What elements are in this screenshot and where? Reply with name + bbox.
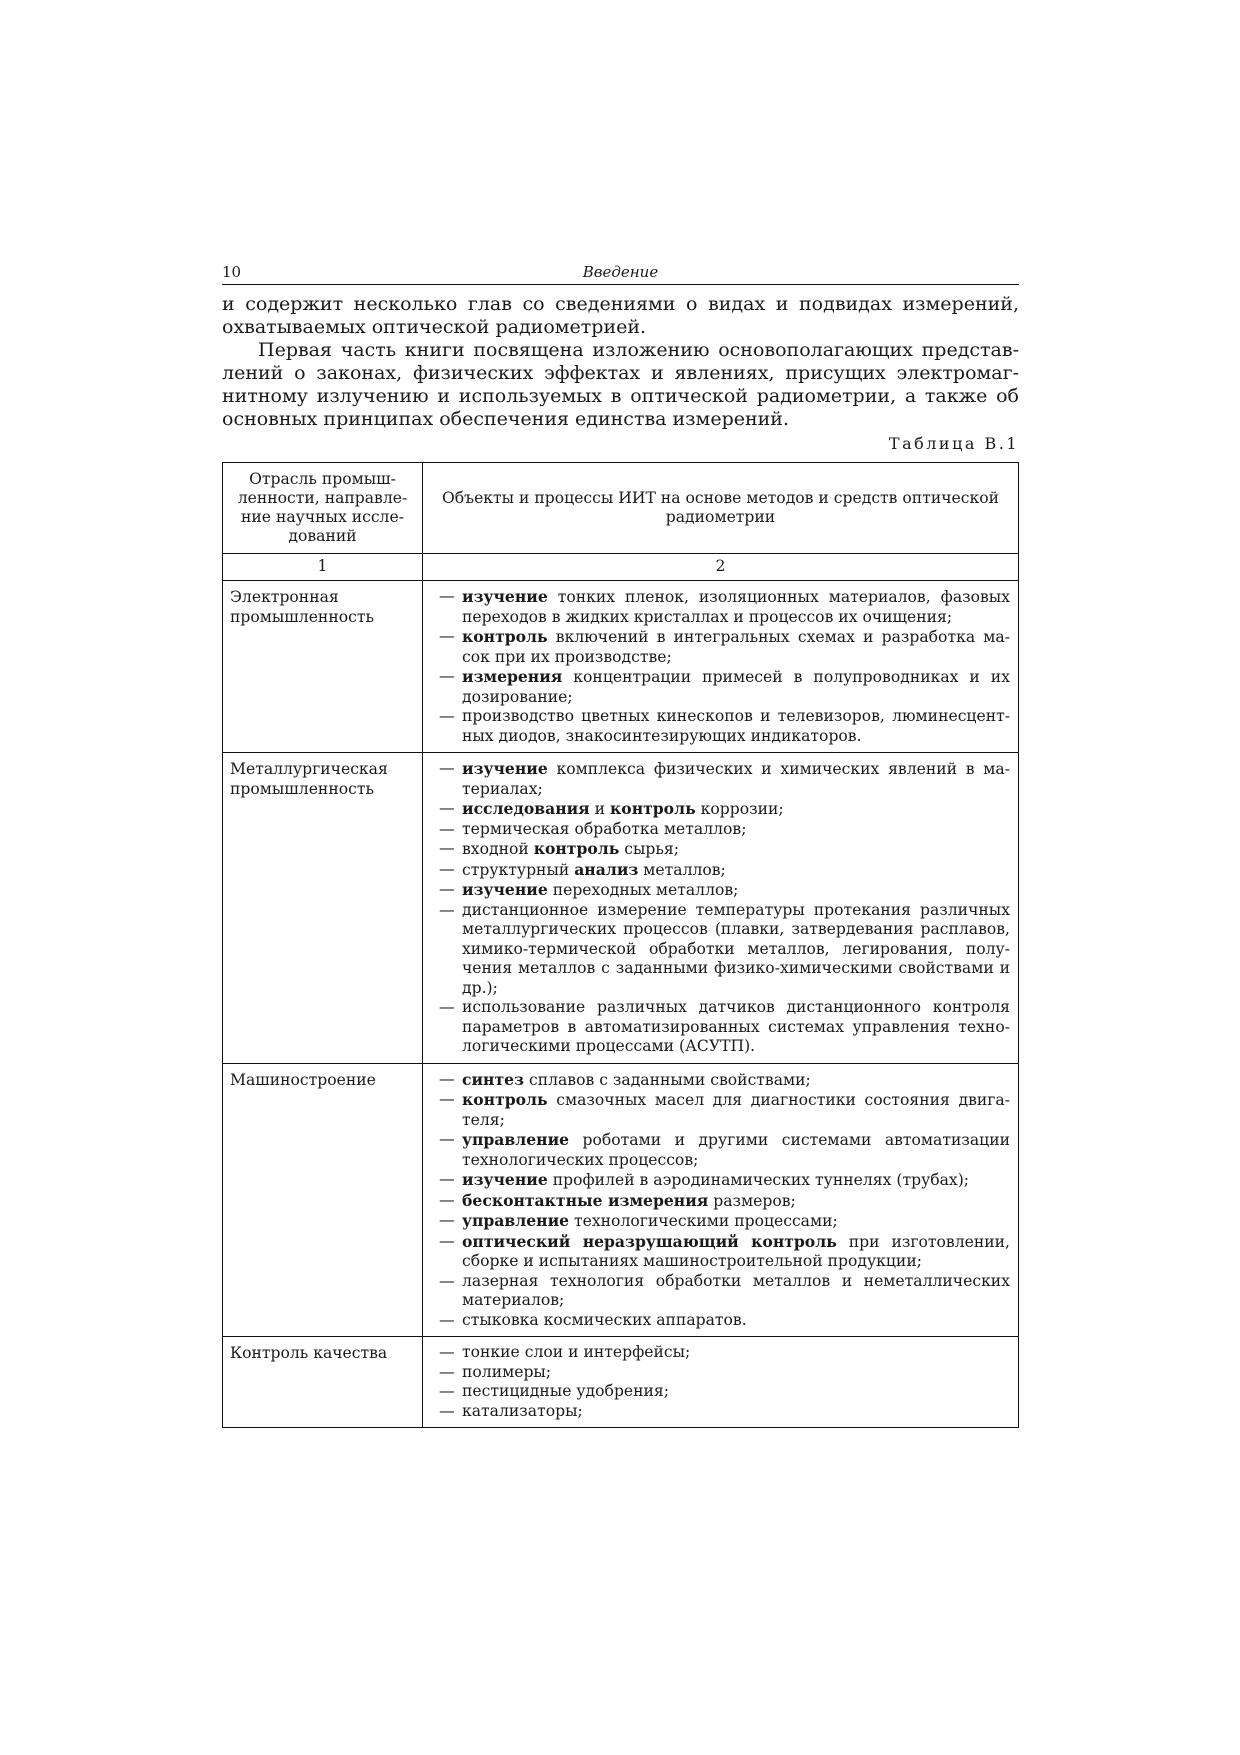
item-text: тонкие слои и интерфейсы; — [462, 1343, 691, 1361]
list-item — [439, 1343, 1010, 1363]
item-text: переходных металлов; — [547, 881, 739, 899]
data-table — [222, 462, 1019, 1428]
row-items-cell — [423, 581, 1019, 753]
item-text: полимеры; — [462, 1362, 552, 1381]
keyword: измерения — [462, 667, 563, 686]
item-text: включений в интегральных схемах и разработка масок при их производстве; — [462, 628, 1010, 666]
running-head — [222, 262, 1019, 285]
row-label: Машиностроение — [223, 1063, 423, 1337]
keyword: управление — [462, 1211, 570, 1230]
list-item — [439, 1211, 1010, 1232]
row-items-cell — [423, 1063, 1019, 1337]
item-text: термическая обработка металлов; — [462, 819, 747, 838]
column-number-row — [223, 554, 1019, 581]
keyword: изучение — [462, 759, 548, 778]
keyword: изучение — [462, 880, 548, 899]
list-item — [439, 998, 1010, 1057]
item-list — [439, 1070, 1010, 1331]
item-list — [439, 759, 1010, 1057]
item-text: сырья; — [619, 840, 679, 858]
item-text: входной — [462, 840, 534, 858]
item-text: стыковка космических аппаратов. — [462, 1310, 747, 1329]
item-text: катализаторы; — [462, 1401, 583, 1420]
keyword: анализ — [574, 859, 639, 879]
item-text: структурный — [462, 860, 575, 879]
list-item — [439, 1070, 1010, 1091]
row-label: Электронная промышленность — [223, 581, 423, 753]
list-item — [439, 1232, 1010, 1272]
row-items-cell — [423, 753, 1019, 1064]
item-text: концентрации примесей в полупроводниках и их дозирование; — [462, 668, 1010, 706]
list-item — [439, 1311, 1010, 1331]
list-item — [439, 880, 1010, 901]
list-item — [439, 799, 1010, 820]
list-item — [439, 1272, 1010, 1311]
item-text: технологическими процессами; — [569, 1212, 838, 1230]
column-header-objects: Объекты и процессы ИИТ на основе методов и средств оптической радиометрии — [423, 463, 1019, 554]
item-text: сплавов с заданными свойствами; — [524, 1070, 811, 1089]
table-row — [223, 1063, 1019, 1337]
keyword: контроль — [533, 839, 620, 858]
keyword: изучение — [462, 1170, 548, 1189]
keyword: изучение — [462, 587, 548, 606]
keyword: контроль — [462, 627, 548, 646]
item-text: пестицидные удобрения; — [462, 1382, 670, 1400]
item-list — [439, 1343, 1010, 1421]
page — [222, 262, 1019, 1428]
item-text: размеров; — [708, 1191, 796, 1210]
item-text: дистанционное измерение температуры протекания различных металлургических процессов (плавки, затвердевания расплавов, химико-термической обработки металлов, легирования, получения металлов с заданными физико-химическими свойствами и др.); — [462, 900, 1010, 997]
chapter-title: Введение — [582, 263, 659, 281]
list-item — [439, 707, 1010, 746]
row-label: Металлургическая промышленность — [223, 753, 423, 1064]
keyword: управление — [462, 1130, 570, 1149]
paragraph: Первая часть книги посвящена изложению основополагающих представлений о законах, физических эффектах и явлениях, присущих электромагнитному излучению и используемых в оптической радиометрии, а также об основных принципах обеспечения единства измерений. — [222, 339, 1019, 430]
keyword: контроль — [462, 1090, 548, 1109]
table-caption: Таблица В.1 — [888, 434, 1019, 453]
list-item — [439, 839, 1010, 860]
item-text: при изготовлении, сборке и испытаниях машиностроительной продукции; — [462, 1232, 1010, 1270]
item-text: профилей в аэродинамических туннелях (трубах); — [547, 1171, 970, 1189]
table-row — [223, 1337, 1019, 1428]
list-item — [439, 587, 1010, 627]
item-text: и — [589, 800, 611, 818]
list-item — [439, 1363, 1010, 1383]
item-text: использование различных датчиков дистанционного контроля параметров в автоматизированных системах управления технологическими процессами (АСУТП). — [462, 998, 1010, 1055]
keyword: бесконтактные измерения — [462, 1190, 709, 1210]
item-text: металлов; — [638, 860, 726, 879]
row-items-cell — [423, 1337, 1019, 1428]
list-item — [439, 1191, 1010, 1212]
row-label: Контроль качества — [223, 1337, 423, 1428]
item-text: комплекса физических и химических явлений в материалах; — [462, 760, 1010, 798]
list-item — [439, 627, 1010, 667]
list-item — [439, 1402, 1010, 1422]
keyword: контроль — [610, 799, 696, 818]
item-text: производство цветных кинескопов и телевизоров, люминесцентных диодов, знакосинтезирующих индикаторов. — [462, 707, 1010, 745]
list-item — [439, 1130, 1010, 1170]
list-item — [439, 1382, 1010, 1402]
list-item — [439, 667, 1010, 707]
keyword: исследования — [462, 799, 590, 818]
item-text: роботами и другими системами автоматизации технологических процессов; — [462, 1131, 1010, 1169]
paragraph: и содержит несколько глав со сведениями о видах и подвидах измерений, охватываемых оптической радиометрией. — [222, 293, 1019, 338]
list-item — [439, 1090, 1010, 1130]
keyword: синтез — [462, 1069, 525, 1089]
item-text: смазочных масел для диагностики состояния двигателя; — [462, 1091, 1010, 1129]
list-item — [439, 820, 1010, 840]
page-number: 10 — [222, 263, 242, 281]
item-text: тонких пленок, изоляционных материалов, фазовых переходов в жидких кристаллах и процессов их очищения; — [462, 588, 1010, 626]
list-item — [439, 901, 1010, 999]
item-text: коррозии; — [695, 800, 784, 818]
list-item — [439, 860, 1010, 881]
column-number: 1 — [223, 554, 423, 581]
table-row — [223, 753, 1019, 1064]
column-header-industry: Отрасль промышленности, направление научных исследований — [223, 463, 423, 554]
item-list — [439, 587, 1010, 746]
keyword: оптический неразрушающий контроль — [462, 1231, 837, 1251]
table-row — [223, 581, 1019, 753]
list-item — [439, 759, 1010, 799]
item-text: лазерная технология обработки металлов и неметаллических материалов; — [462, 1271, 1010, 1309]
list-item — [439, 1170, 1010, 1191]
table-header-row — [223, 463, 1019, 554]
column-number: 2 — [423, 554, 1019, 581]
